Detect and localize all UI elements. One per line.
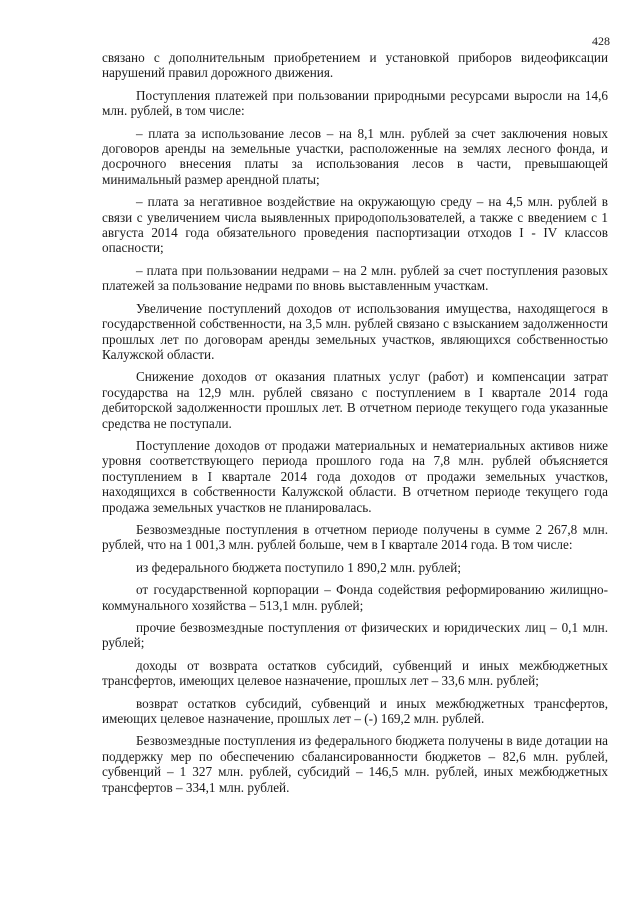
- list-item-state-corporation: от государственной корпорации – Фонда содействия реформированию жилищно-коммунального хозяйства – 513,1 млн. рублей;: [102, 582, 608, 613]
- paragraph-gratuitous-receipts: Безвозмездные поступления в отчетном периоде получены в сумме 2 267,8 млн. рублей, что на 1 001,3 млн. рублей больше, чем в I квартале 2014 года. В том числе:: [102, 521, 608, 553]
- paragraph-forest-fee: – плата за использование лесов – на 8,1 млн. рублей за счет заключения новых договоров аренды на земельные участки, расположенные на землях лесного фонда, и досрочного внесения платы за использования лесов в части, превышающей минимальный размер арендной платы;: [102, 125, 608, 187]
- paragraph-natural-resources: Поступления платежей при пользовании природными ресурсами выросли на 14,6 млн. рублей, в том числе:: [102, 87, 608, 119]
- document-body: [102, 50, 608, 802]
- list-item-refund-subsidies: возврат остатков субсидий, субвенций и иных межбюджетных трансфертов, имеющих целевое назначение, прошлых лет – (-) 169,2 млн. рублей.: [102, 695, 608, 727]
- paragraph-video-fixation: связано с дополнительным приобретением и установкой приборов видеофиксации нарушений правил дорожного движения.: [102, 50, 608, 81]
- list-item-other-receipts: прочие безвозмездные поступления от физических и юридических лиц – 0,1 млн. рублей;: [102, 620, 608, 651]
- paragraph-asset-sales: Поступление доходов от продажи материальных и нематериальных активов ниже уровня соответствующего периода прошлого года на 7,8 млн. рублей объясняется поступлением в I квартале 2014 года доходов от продажи земельных участков, находящихся в собственности Калужской области. В отчетном периоде текущего года продажа земельных участков не планировалась.: [102, 437, 608, 515]
- list-item-federal-budget: из федерального бюджета поступило 1 890,2 млн. рублей;: [136, 559, 462, 575]
- list-item-returned-subsidies: доходы от возврата остатков субсидий, субвенций и иных межбюджетных трансфертов, имеющих целевое назначение, прошлых лет – 33,6 млн. рублей;: [102, 657, 608, 689]
- paragraph-subsoil-fee: – плата при пользовании недрами – на 2 млн. рублей за счет поступления разовых платежей за пользование недрами по вновь выставленным участкам.: [102, 262, 608, 294]
- page-number: 428: [592, 34, 610, 48]
- paragraph-environment-fee: – плата за негативное воздействие на окружающую среду – на 4,5 млн. рублей в связи с увеличением числа выявленных природопользователей, а также с введением с 1 августа 2014 года обязательного проведения паспортизации отходов I - IV классов опасности;: [102, 194, 608, 256]
- paragraph-property-income: Увеличение поступлений доходов от использования имущества, находящегося в государственной собственности, на 3,5 млн. рублей связано с взысканием задолженности прошлых лет по договорам аренды земельных участков, являющихся собственностью Калужской области.: [102, 300, 608, 362]
- paragraph-paid-services: Снижение доходов от оказания платных услуг (работ) и компенсации затрат государства на 12,9 млн. рублей связано с поступлением в I квартале 2014 года дебиторской задолженности прошлых лет. В отчетном периоде текущего года указанные средства не поступали.: [102, 369, 608, 431]
- paragraph-federal-transfers: Безвозмездные поступления из федерального бюджета получены в виде дотации на поддержку мер по обеспечению сбалансированности бюджетов – 82,6 млн. рублей, субвенций – 1 327 млн. рублей, субсидий – 146,5 млн. рублей, иных межбюджетных трансфертов – 334,1 млн. рублей.: [102, 733, 608, 795]
